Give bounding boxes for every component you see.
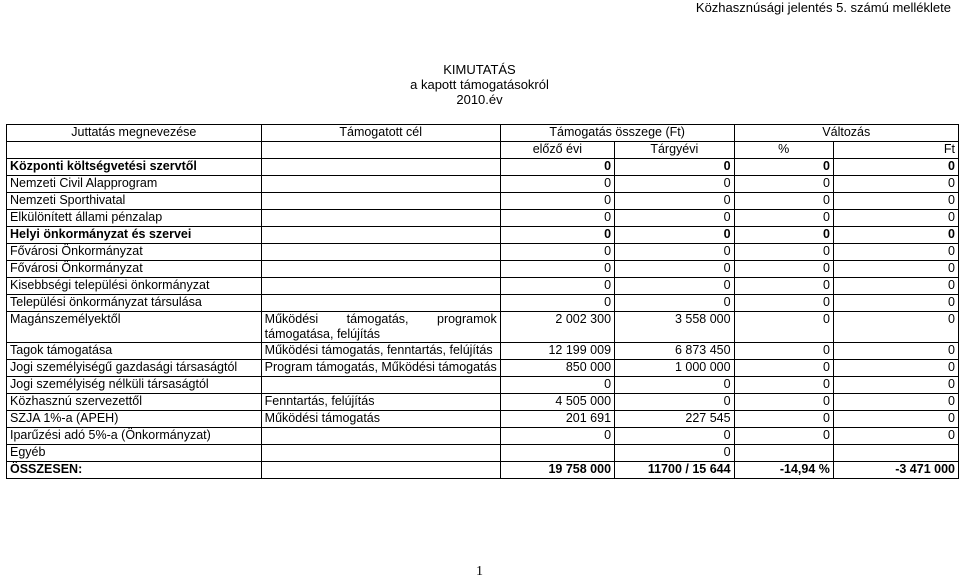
cell-pct: 0 [734,244,833,261]
cell-purpose: Működési támogatás, programok támogatása, felújítás [261,312,500,343]
cell-prev: 0 [500,210,614,227]
cell-current: 0 [615,210,735,227]
cell-pct: 0 [734,278,833,295]
col-header-current: Tárgyévi [615,142,735,159]
cell-ft [833,445,958,462]
cell-ft: 0 [833,193,958,210]
cell-ft: 0 [833,394,958,411]
cell-prev: 4 505 000 [500,394,614,411]
cell-pct: 0 [734,159,833,176]
table-row [7,278,959,295]
cell-name: ÖSSZESEN: [7,462,262,479]
cell-current: 0 [615,445,735,462]
cell-name: Helyi önkormányzat és szervei [7,227,262,244]
col-header-prev: előző évi [500,142,614,159]
cell-name: SZJA 1%-a (APEH) [7,411,262,428]
cell-prev: 201 691 [500,411,614,428]
cell-pct: 0 [734,312,833,343]
cell-ft: -3 471 000 [833,462,958,479]
table-row [7,295,959,312]
cell-prev: 2 002 300 [500,312,614,343]
table-row [7,394,959,411]
cell-name: Fővárosi Önkormányzat [7,244,262,261]
cell-name: Nemzeti Civil Alapprogram [7,176,262,193]
cell-purpose [261,428,500,445]
cell-ft: 0 [833,159,958,176]
cell-prev: 0 [500,377,614,394]
title-line-3: 2010.év [456,92,503,107]
cell-name: Települési önkormányzat társulása [7,295,262,312]
cell-name: Magánszemélyektől [7,312,262,343]
cell-ft: 0 [833,343,958,360]
cell-name: Jogi személyiség nélküli társaságtól [7,377,262,394]
cell-pct: 0 [734,210,833,227]
cell-purpose [261,278,500,295]
cell-pct: 0 [734,343,833,360]
table-row [7,159,959,176]
cell-name: Elkülönített állami pénzalap [7,210,262,227]
table-row [7,193,959,210]
cell-ft: 0 [833,428,958,445]
cell-ft: 0 [833,377,958,394]
cell-purpose [261,377,500,394]
cell-prev: 19 758 000 [500,462,614,479]
cell-ft: 0 [833,244,958,261]
cell-purpose [261,295,500,312]
cell-current: 0 [615,278,735,295]
cell-pct: 0 [734,428,833,445]
cell-pct: 0 [734,227,833,244]
cell-current: 0 [615,377,735,394]
table-row [7,210,959,227]
cell-ft: 0 [833,312,958,343]
cell-current: 227 545 [615,411,735,428]
cell-current: 0 [615,227,735,244]
cell-name: Egyéb [7,445,262,462]
cell-name: Kisebbségi települési önkormányzat [7,278,262,295]
cell-ft: 0 [833,360,958,377]
cell-purpose [261,227,500,244]
cell-purpose: Fenntartás, felújítás [261,394,500,411]
cell-purpose [261,261,500,278]
document-title [0,62,959,107]
table-row [7,445,959,462]
cell-prev: 0 [500,295,614,312]
cell-ft: 0 [833,210,958,227]
cell-purpose: Működési támogatás [261,411,500,428]
cell-prev: 850 000 [500,360,614,377]
cell-current: 0 [615,261,735,278]
cell-current: 11700 / 15 644 [615,462,735,479]
cell-pct: 0 [734,295,833,312]
cell-prev: 0 [500,244,614,261]
cell-purpose [261,445,500,462]
cell-current: 0 [615,193,735,210]
cell-prev: 0 [500,159,614,176]
cell-prev [500,445,614,462]
cell-purpose [261,210,500,227]
cell-current: 0 [615,176,735,193]
cell-ft: 0 [833,261,958,278]
cell-current: 6 873 450 [615,343,735,360]
cell-purpose [261,244,500,261]
col-header-purpose: Támogatott cél [261,125,500,142]
cell-current: 1 000 000 [615,360,735,377]
table-row [7,343,959,360]
cell-pct: 0 [734,193,833,210]
table-row [7,411,959,428]
cell-current: 0 [615,295,735,312]
table-row [7,377,959,394]
cell-name: Jogi személyiségű gazdasági társaságtól [7,360,262,377]
table-row [7,428,959,445]
cell-current: 0 [615,159,735,176]
table-row [7,227,959,244]
col-header-change: Változás [734,125,958,142]
cell-ft: 0 [833,295,958,312]
cell-current: 3 558 000 [615,312,735,343]
cell-name: Nemzeti Sporthivatal [7,193,262,210]
cell-purpose [261,193,500,210]
cell-purpose: Program támogatás, Működési támogatás [261,360,500,377]
cell-name: Központi költségvetési szervtől [7,159,262,176]
cell-purpose [261,462,500,479]
cell-current: 0 [615,244,735,261]
cell-ft: 0 [833,278,958,295]
header-row-2 [7,142,959,159]
title-line-1: KIMUTATÁS [443,62,516,77]
cell-name: Tagok támogatása [7,343,262,360]
table-row [7,462,959,479]
cell-ft: 0 [833,176,958,193]
cell-purpose: Működési támogatás, fenntartás, felújítás [261,343,500,360]
cell-ft: 0 [833,227,958,244]
cell-purpose [261,159,500,176]
cell-pct: 0 [734,176,833,193]
cell-prev: 0 [500,261,614,278]
cell-current: 0 [615,394,735,411]
table-row [7,261,959,278]
table-row [7,244,959,261]
cell-name: Iparűzési adó 5%-a (Önkormányzat) [7,428,262,445]
col-header-ft: Ft [833,142,958,159]
cell-prev: 0 [500,227,614,244]
col-header-pct: % [734,142,833,159]
table-row [7,176,959,193]
page-number: 1 [476,564,483,579]
header-row-1 [7,125,959,142]
header-empty-cell [7,142,262,159]
cell-pct: 0 [734,261,833,278]
cell-pct: -14,94 % [734,462,833,479]
title-line-2: a kapott támogatásokról [410,77,549,92]
cell-prev: 12 199 009 [500,343,614,360]
cell-pct [734,445,833,462]
cell-ft: 0 [833,411,958,428]
cell-name: Közhasznú szervezettől [7,394,262,411]
cell-prev: 0 [500,278,614,295]
cell-pct: 0 [734,377,833,394]
cell-prev: 0 [500,428,614,445]
cell-pct: 0 [734,411,833,428]
col-header-name: Juttatás megnevezése [7,125,262,142]
table-row [7,312,959,343]
cell-purpose [261,176,500,193]
cell-pct: 0 [734,394,833,411]
cell-prev: 0 [500,193,614,210]
table-row [7,360,959,377]
col-header-amount: Támogatás összege (Ft) [500,125,734,142]
cell-current: 0 [615,428,735,445]
annex-note: Közhasznúsági jelentés 5. számú melléklete [695,0,951,15]
header-empty-cell [261,142,500,159]
cell-prev: 0 [500,176,614,193]
grants-table [6,124,959,479]
cell-name: Fővárosi Önkormányzat [7,261,262,278]
cell-pct: 0 [734,360,833,377]
